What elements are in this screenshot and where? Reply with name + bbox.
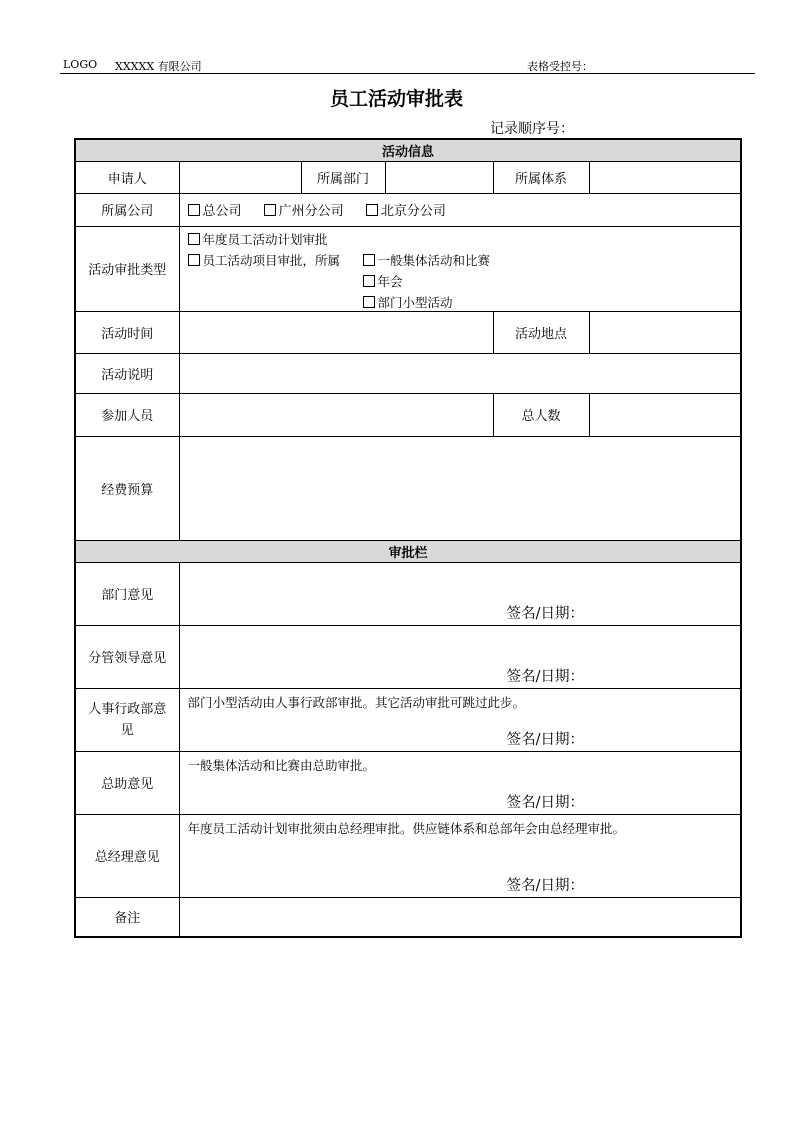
- activity-time-label: 活动时间: [75, 311, 179, 353]
- activity-description-label: 活动说明: [75, 353, 179, 393]
- gm-opinion-label: 总经理意见: [75, 814, 179, 897]
- subtype-option-annual-party[interactable]: [363, 272, 403, 290]
- checkbox[interactable]: [264, 204, 276, 216]
- option-label: 北京分公司: [380, 204, 446, 219]
- type-option-annual-plan[interactable]: [188, 230, 328, 248]
- participants-label: 参加人员: [75, 393, 179, 436]
- record-number-label: 记录顺序号：: [490, 121, 574, 137]
- checkbox[interactable]: [188, 204, 200, 216]
- activity-location-label: 活动地点: [493, 311, 589, 353]
- approval-type-label: 活动审批类型: [75, 226, 179, 311]
- remarks-field[interactable]: [179, 897, 741, 937]
- checkbox[interactable]: [363, 275, 375, 287]
- company-option-guangzhou[interactable]: [264, 200, 344, 219]
- signature-date-label: 签名/日期：: [506, 731, 585, 748]
- option-label: 员工活动项目审批，所属: [202, 252, 341, 268]
- option-label: 年会: [377, 273, 403, 289]
- total-people-field[interactable]: [589, 393, 741, 436]
- budget-field[interactable]: [179, 436, 741, 540]
- activity-description-field[interactable]: [179, 353, 741, 393]
- hr-admin-opinion-label: 人事行政部意见: [75, 688, 179, 751]
- company-option-beijing[interactable]: [366, 200, 446, 219]
- subtype-option-group-activity[interactable]: [363, 251, 491, 269]
- company-option-hq[interactable]: [188, 200, 242, 219]
- department-label: 所属部门: [301, 161, 385, 193]
- total-people-label: 总人数: [493, 393, 589, 436]
- option-label: 年度员工活动计划审批: [202, 231, 328, 247]
- company-label: 所属公司: [75, 193, 179, 226]
- approval-section-heading: 审批栏: [75, 540, 741, 562]
- option-label: 一般集体活动和比赛: [377, 252, 491, 268]
- dept-opinion-field[interactable]: [179, 562, 741, 625]
- checkbox[interactable]: [363, 296, 375, 308]
- option-label: 部门小型活动: [377, 294, 453, 310]
- option-label: 广州分公司: [278, 204, 344, 219]
- assistant-gm-note: 一般集体活动和比赛由总助审批。: [187, 757, 376, 773]
- department-field[interactable]: [385, 161, 493, 193]
- signature-date-label: 签名/日期：: [506, 794, 585, 811]
- logo: LOGO: [63, 58, 98, 71]
- checkbox[interactable]: [366, 204, 378, 216]
- type-option-project[interactable]: [188, 251, 341, 269]
- budget-label: 经费预算: [75, 436, 179, 540]
- activity-info-heading: 活动信息: [75, 139, 741, 161]
- company-name: XXXXX 有限公司: [115, 60, 202, 73]
- signature-date-label: 签名/日期：: [506, 605, 585, 622]
- header-divider: [60, 73, 755, 74]
- page-title: 员工活动审批表: [329, 88, 463, 110]
- gm-note: 年度员工活动计划审批须由总经理审批。供应链体系和总部年会由总经理审批。: [187, 820, 626, 836]
- control-number-label: 表格受控号：: [527, 60, 593, 73]
- gm-opinion-field[interactable]: [179, 814, 741, 897]
- subtype-option-dept-activity[interactable]: [363, 293, 453, 311]
- hr-admin-note: 部门小型活动由人事行政部审批。其它活动审批可跳过此步。: [187, 694, 526, 710]
- activity-time-field[interactable]: [179, 311, 493, 353]
- remarks-label: 备注: [75, 897, 179, 937]
- activity-location-field[interactable]: [589, 311, 741, 353]
- assistant-gm-opinion-field[interactable]: [179, 751, 741, 814]
- assistant-gm-opinion-label: 总助意见: [75, 751, 179, 814]
- checkbox[interactable]: [363, 254, 375, 266]
- signature-date-label: 签名/日期：: [506, 668, 585, 685]
- hr-admin-opinion-field[interactable]: [179, 688, 741, 751]
- system-field[interactable]: [589, 161, 741, 193]
- approval-type-options: [179, 226, 741, 311]
- checkbox[interactable]: [188, 233, 200, 245]
- participants-field[interactable]: [179, 393, 493, 436]
- leader-opinion-label: 分管领导意见: [75, 625, 179, 688]
- applicant-field[interactable]: [179, 161, 301, 193]
- dept-opinion-label: 部门意见: [75, 562, 179, 625]
- leader-opinion-field[interactable]: [179, 625, 741, 688]
- company-options: [179, 193, 741, 226]
- applicant-label: 申请人: [75, 161, 179, 193]
- signature-date-label: 签名/日期：: [506, 877, 585, 894]
- system-label: 所属体系: [493, 161, 589, 193]
- checkbox[interactable]: [188, 254, 200, 266]
- approval-form-table: [74, 138, 742, 938]
- option-label: 总公司: [202, 204, 242, 219]
